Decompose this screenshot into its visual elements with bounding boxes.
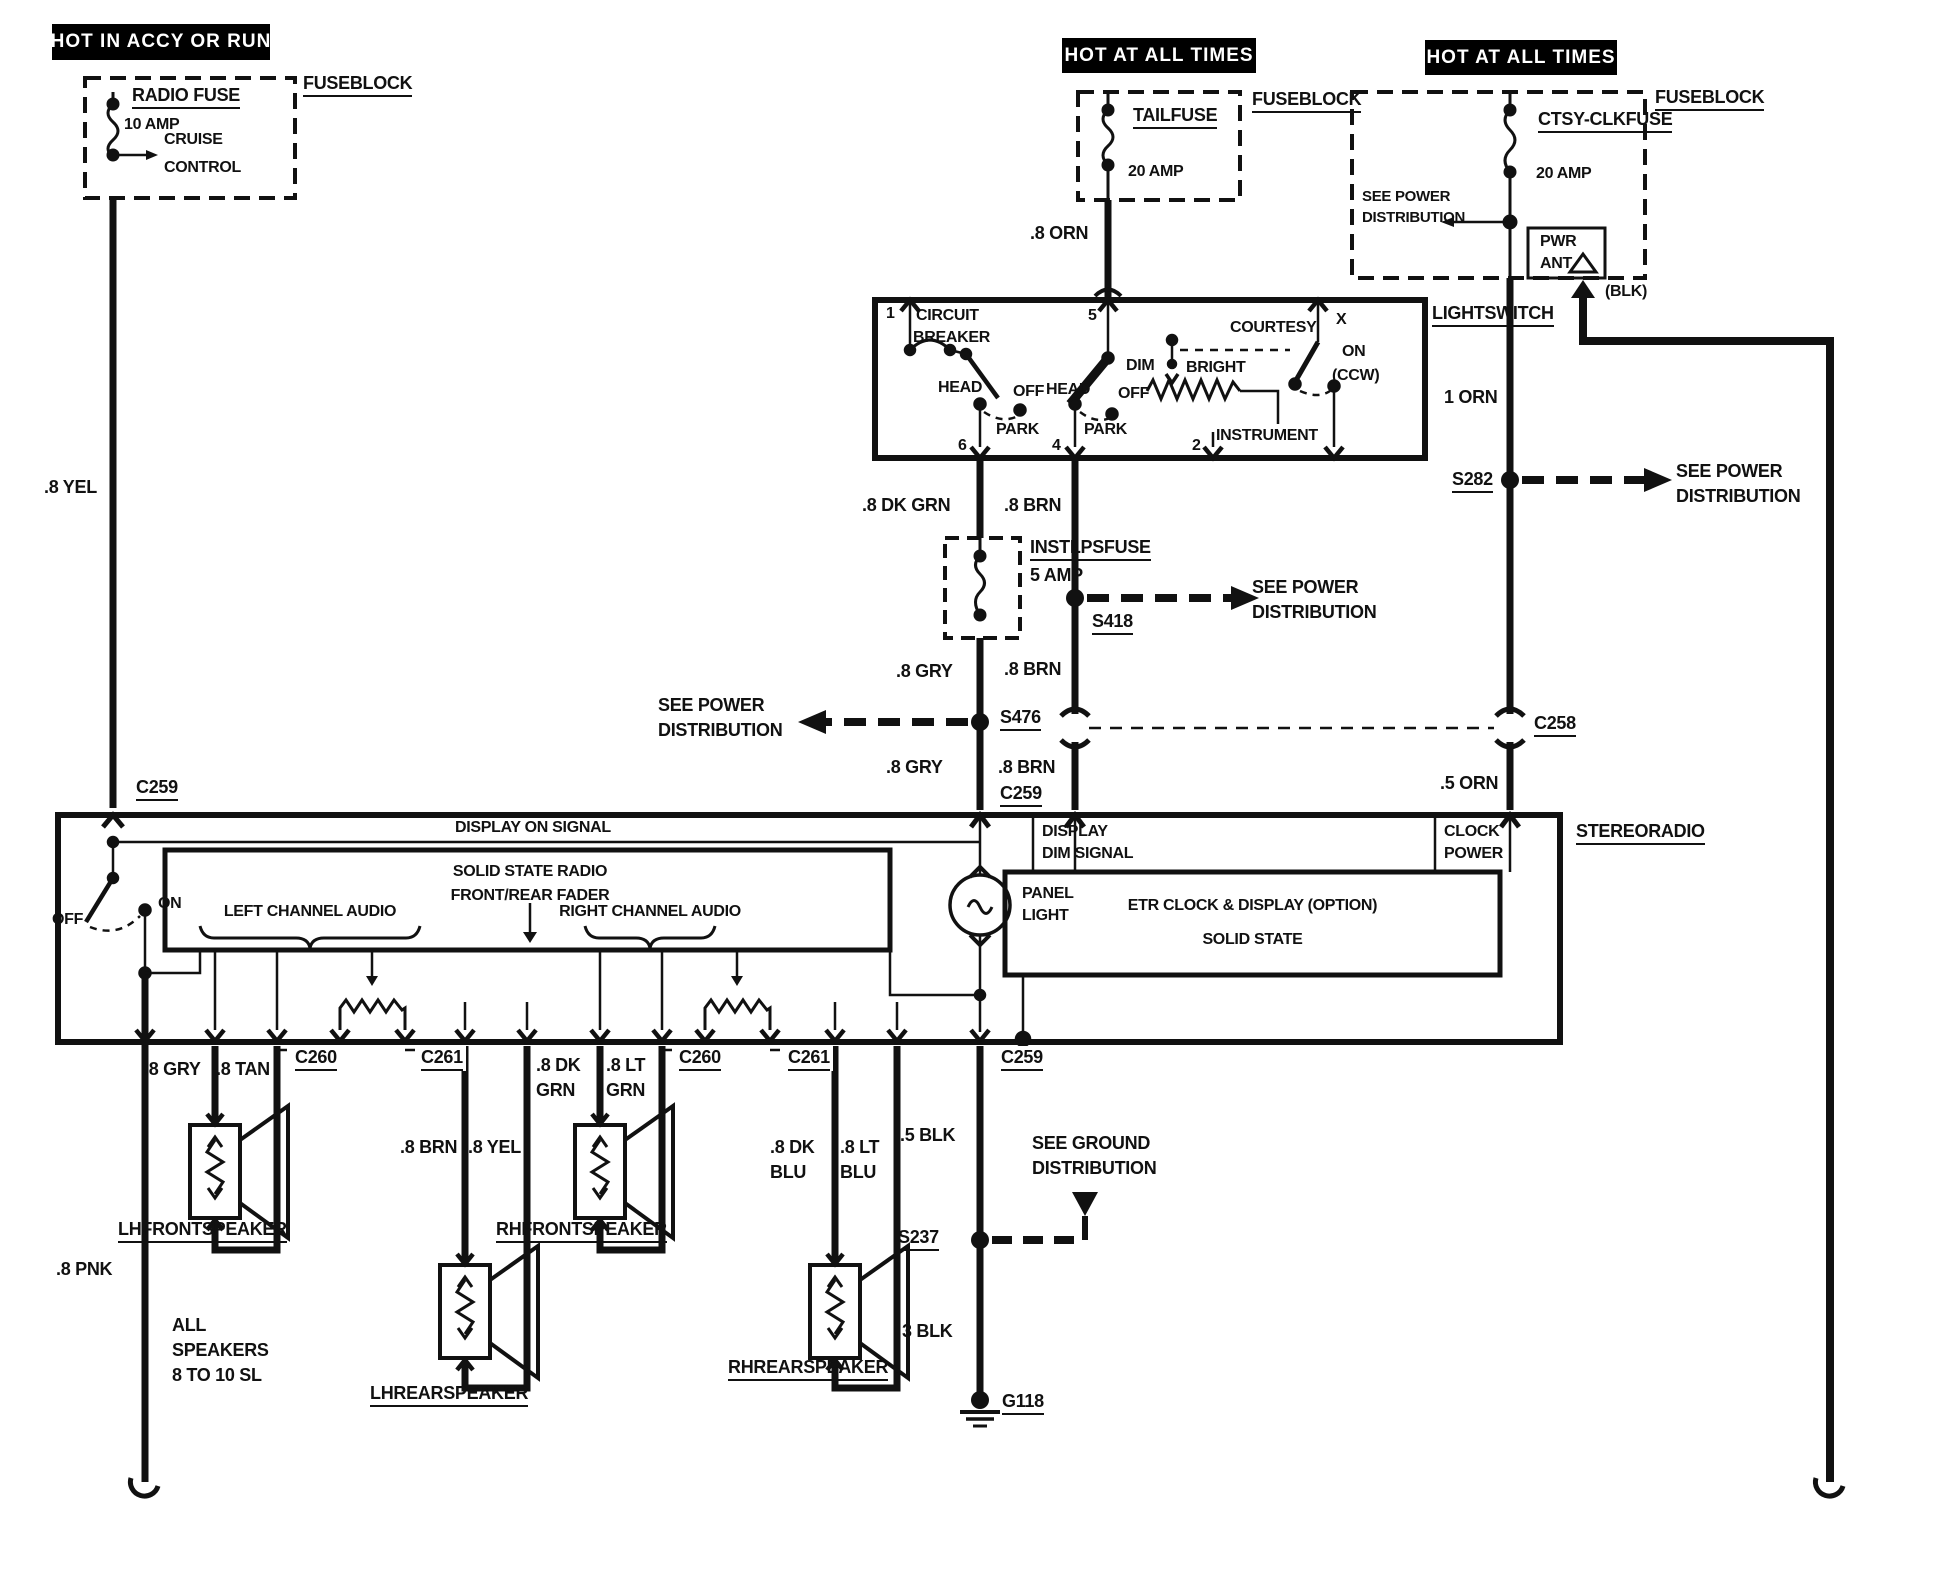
c261-label-2: C261 <box>785 1046 833 1071</box>
wire-brn-b: .8 BRN <box>1004 659 1062 679</box>
see-ground-note: SEE GROUND DISTRIBUTION <box>1032 1133 1157 1178</box>
wire-1-orn: 1 ORN <box>1444 387 1498 407</box>
c260-label-1: C260 <box>292 1046 340 1071</box>
circuit-breaker-line2: BREAKER <box>913 329 991 346</box>
s237-splice <box>971 1231 989 1249</box>
circuit-breaker-line1: CIRCUIT <box>916 307 979 324</box>
park1-label: PARK <box>996 421 1039 438</box>
etr-clock-box <box>1005 872 1500 975</box>
park2-label: PARK <box>1084 421 1127 438</box>
bright-label: BRIGHT <box>1186 359 1246 376</box>
right-channel-audio-label: RIGHT CHANNEL AUDIO <box>559 903 741 920</box>
etr-clock-line2: SOLID STATE <box>1202 931 1303 948</box>
wire-spk-yel: .8 YEL <box>468 1137 521 1157</box>
light-switch-label: LIGHTSWITCH <box>1432 302 1554 330</box>
off2-label: OFF <box>1118 385 1150 402</box>
c258-brn-connector <box>1061 709 1089 747</box>
panel-light-label: PANEL LIGHT <box>1022 885 1074 924</box>
c260-label-2: C260 <box>676 1046 724 1071</box>
wire-5-blk: .5 BLK <box>900 1125 956 1145</box>
banner-hot-in-accy: HOT IN ACCY OR RUN <box>52 24 270 60</box>
courtesy-label: COURTESY <box>1230 319 1317 336</box>
lh-front-speaker-label: LHFRONTSPEAKER <box>118 1218 287 1246</box>
s282-arrowhead <box>1644 468 1672 492</box>
pin-2: 2 <box>1192 437 1201 454</box>
etr-clock-line1: ETR CLOCK & DISPLAY (OPTION) <box>1127 897 1378 914</box>
wire-3-blk: 3 BLK <box>902 1321 953 1341</box>
radio-off-label: OFF <box>52 911 84 928</box>
wire-brn-a: .8 BRN <box>1004 495 1062 515</box>
wire-spk-ltblu: .8 LT BLU <box>840 1137 880 1182</box>
dim-label: DIM <box>1126 357 1155 374</box>
wire-spk-gry: .8 GRY <box>144 1059 201 1079</box>
cruise-control-line2: CONTROL <box>164 159 242 176</box>
ctsy-fuse-amp: 20 AMP <box>1536 165 1592 182</box>
wire-spk-dkgrn: .8 DK GRN <box>536 1055 581 1100</box>
fuse-block-label-3: FUSEBLOCK <box>1655 86 1764 114</box>
cruise-control-line1: CRUISE <box>164 131 223 148</box>
wire-spk-dkblu: .8 DK BLU <box>770 1137 815 1182</box>
ctsy-see-power: SEE POWER DISTRIBUTION <box>1362 188 1466 226</box>
solid-state-radio-line1: SOLID STATE RADIO <box>452 863 608 880</box>
wire-dk-grn: .8 DK GRN <box>862 495 951 515</box>
tail-fuse-label: TAILFUSE <box>1133 104 1217 132</box>
solid-state-radio-line2: FRONT/REAR FADER <box>450 887 610 904</box>
s418-label: S418 <box>1092 610 1133 635</box>
head2-label: HEAD <box>1046 381 1091 398</box>
c259-top-left: C259 <box>136 776 178 801</box>
g118-label: G118 <box>1002 1390 1044 1415</box>
radio-on-label: ON <box>158 895 182 912</box>
s418-splice <box>1066 589 1084 607</box>
stereo-radio-label: STEREORADIO <box>1576 820 1705 848</box>
display-on-signal-label: DISPLAY ON SIGNAL <box>455 819 611 836</box>
see-power-s418: SEE POWER DISTRIBUTION <box>1252 577 1377 622</box>
s476-splice <box>971 713 989 731</box>
pin-5: 5 <box>1088 307 1097 324</box>
banner-hot-at-all-times-2: HOT AT ALL TIMES <box>1425 40 1617 75</box>
s282-label: S282 <box>1452 468 1493 493</box>
c261-label-1: C261 <box>418 1046 466 1071</box>
on-ccw-label-2: (CCW) <box>1332 367 1380 384</box>
wire-spk-tan: .8 TAN <box>216 1059 270 1079</box>
wire-yel: .8 YEL <box>44 477 97 497</box>
lh-rear-speaker-symbol <box>440 1246 538 1378</box>
pin-6: 6 <box>958 437 967 454</box>
wire-5-orn: .5 ORN <box>1440 773 1499 793</box>
ctsy-fuse-label: CTSY-CLKFUSE <box>1538 108 1672 136</box>
head1-label: HEAD <box>938 379 983 396</box>
display-dim-signal-label: DISPLAY DIM SIGNAL <box>1042 823 1134 862</box>
c258-orn-connector <box>1496 709 1524 747</box>
tail-fuse-element <box>1103 92 1113 200</box>
fuse-block-label-2: FUSEBLOCK <box>1252 88 1361 116</box>
wire-orn: .8 ORN <box>1030 223 1089 243</box>
see-power-s282: SEE POWER DISTRIBUTION <box>1676 461 1801 506</box>
wire-spk-brn: .8 BRN <box>400 1137 458 1157</box>
rh-front-speaker-label: RHFRONTSPEAKER <box>496 1218 667 1246</box>
all-speakers-note: ALL SPEAKERS 8 TO 10 SL <box>172 1315 269 1385</box>
wire-brn-c: .8 BRN <box>998 757 1056 777</box>
c259-bottom-label: C259 <box>998 1046 1046 1071</box>
lh-rear-speaker-label: LHREARSPEAKER <box>370 1382 528 1410</box>
left-channel-audio-label: LEFT CHANNEL AUDIO <box>223 903 397 920</box>
pin-x: X <box>1336 311 1347 328</box>
radio-fuse-amp: 10 AMP <box>124 116 180 133</box>
g118-ground-symbol <box>960 1391 1000 1426</box>
c259-mid-label: C259 <box>1000 782 1042 807</box>
pwr-ant-label: PWR ANT <box>1540 233 1577 272</box>
instrument-label: INSTRUMENT <box>1216 427 1318 444</box>
pwr-ant-connector <box>1570 254 1843 1496</box>
pin-1: 1 <box>886 305 895 322</box>
see-power-s476: SEE POWER DISTRIBUTION <box>658 695 783 740</box>
pin-4: 4 <box>1052 437 1061 454</box>
s282-splice <box>1501 471 1519 489</box>
tail-fuse-amp: 20 AMP <box>1128 163 1184 180</box>
inst-fuse-element <box>975 538 985 620</box>
s476-arrowhead <box>798 710 826 734</box>
see-ground-arrowhead <box>1072 1192 1098 1216</box>
on-ccw-label-1: ON <box>1342 343 1366 360</box>
off1-label: OFF <box>1013 383 1045 400</box>
rh-rear-speaker-label: RHREARSPEAKER <box>728 1356 888 1384</box>
clock-power-label: CLOCK POWER <box>1444 823 1503 862</box>
wire-gry-a: .8 GRY <box>896 661 953 681</box>
radio-fuse-label: RADIO FUSE <box>132 84 240 109</box>
s237-label: S237 <box>898 1226 939 1251</box>
inst-lps-fuse-label: INSTLPSFUSE 5 AMP <box>1030 537 1151 585</box>
banner-hot-at-all-times-1: HOT AT ALL TIMES <box>1062 38 1256 73</box>
s476-label: S476 <box>1000 706 1041 731</box>
wire-spk-ltgrn: .8 LT GRN <box>606 1055 646 1100</box>
fuse-block-label-1: FUSEBLOCK <box>303 72 412 100</box>
blk-label: (BLK) <box>1605 283 1648 300</box>
wire-pnk: .8 PNK <box>56 1259 113 1279</box>
ctsy-fuse-element <box>1441 92 1516 278</box>
c258-label: C258 <box>1534 712 1576 737</box>
wire-gry-b: .8 GRY <box>886 757 943 777</box>
